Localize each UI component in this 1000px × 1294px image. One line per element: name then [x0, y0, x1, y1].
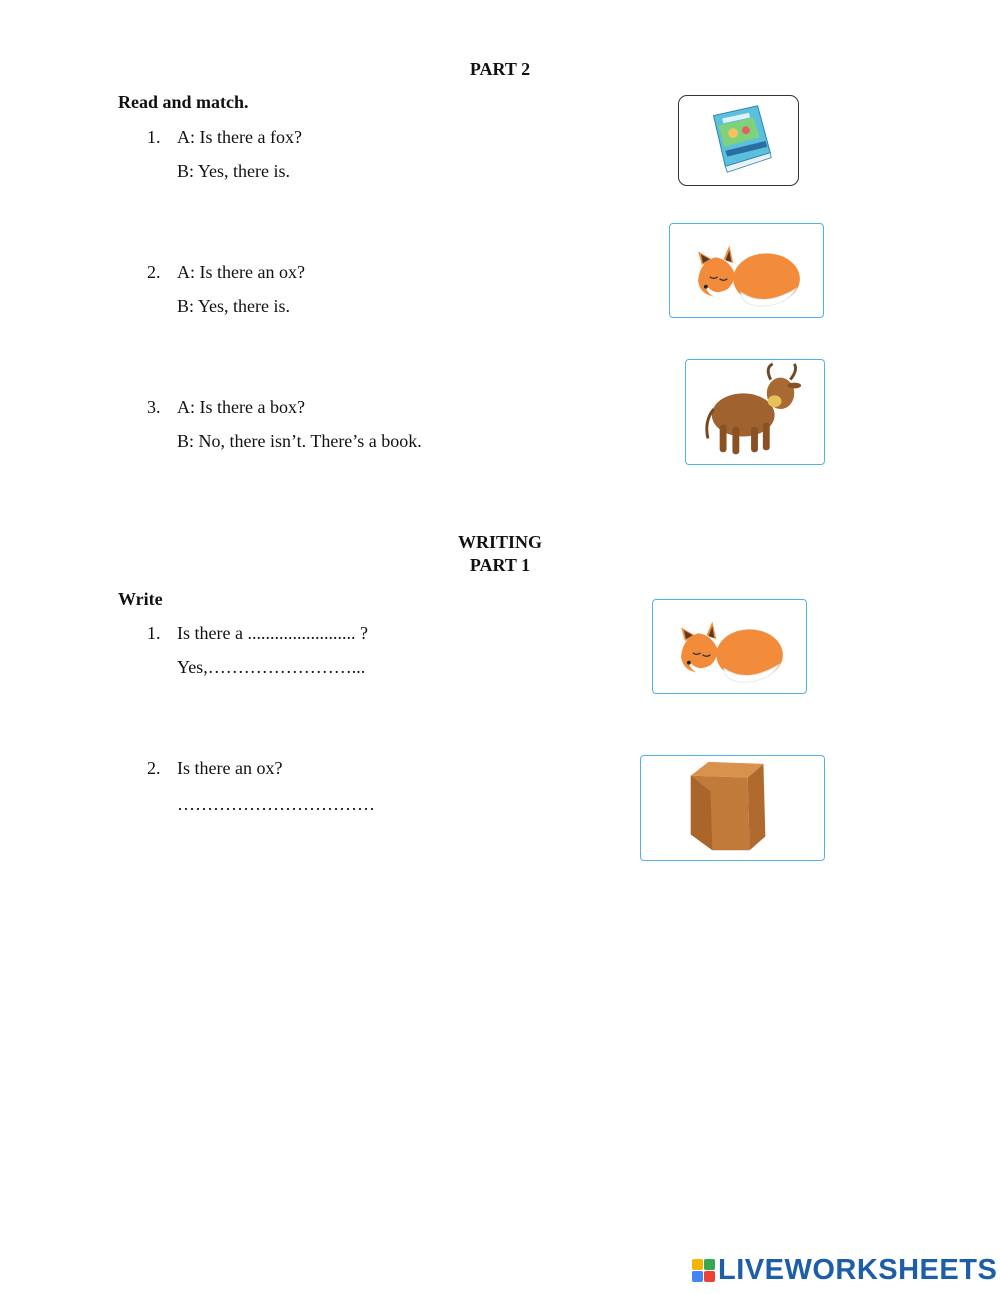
- item-3-answer: B: No, there isn’t. There’s a book.: [177, 431, 422, 451]
- item-1-question: A: Is there a fox?: [177, 127, 302, 147]
- logo-square: [692, 1271, 703, 1282]
- item-1-answer: B: Yes, there is.: [177, 161, 291, 181]
- box-icon: [641, 756, 824, 860]
- writing-item-2-question: Is there an ox?: [177, 758, 283, 778]
- liveworksheets-logo: [692, 1252, 997, 1288]
- logo-mark-icon: [692, 1259, 715, 1282]
- writing-item-1-answer[interactable]: Yes,……………………...: [177, 657, 366, 677]
- item-2-question: A: Is there an ox?: [177, 262, 305, 282]
- fox-picture[interactable]: [669, 223, 824, 318]
- item-number: 1.: [147, 623, 161, 643]
- item-number: 3.: [147, 397, 161, 417]
- ox-picture[interactable]: [685, 359, 825, 465]
- fox-picture: [652, 599, 807, 694]
- item-number: 2.: [147, 758, 161, 778]
- fox-icon: [653, 600, 806, 693]
- box-picture: [640, 755, 825, 861]
- item-3-question: A: Is there a box?: [177, 397, 305, 417]
- writing-part-1-title: PART 1: [469, 555, 531, 575]
- item-2-answer: B: Yes, there is.: [177, 296, 291, 316]
- logo-text: LIVEWORKSHEETS: [718, 1253, 998, 1286]
- write-instruction: Write: [118, 589, 163, 609]
- read-and-match-instruction: Read and match.: [118, 92, 249, 112]
- logo-square: [704, 1271, 715, 1282]
- item-number: 2.: [147, 262, 161, 282]
- logo-square: [692, 1259, 703, 1270]
- fox-icon: [670, 224, 823, 317]
- book-picture[interactable]: [678, 95, 799, 186]
- writing-item-2-answer[interactable]: ……………………………: [177, 794, 375, 814]
- writing-section-title: WRITING: [457, 532, 542, 552]
- book-icon: [679, 96, 798, 185]
- part-2-title: PART 2: [469, 59, 531, 79]
- ox-icon: [686, 360, 824, 464]
- writing-item-1-question[interactable]: Is there a ........................ ?: [177, 623, 368, 643]
- item-number: 1.: [147, 127, 161, 147]
- logo-square: [704, 1259, 715, 1270]
